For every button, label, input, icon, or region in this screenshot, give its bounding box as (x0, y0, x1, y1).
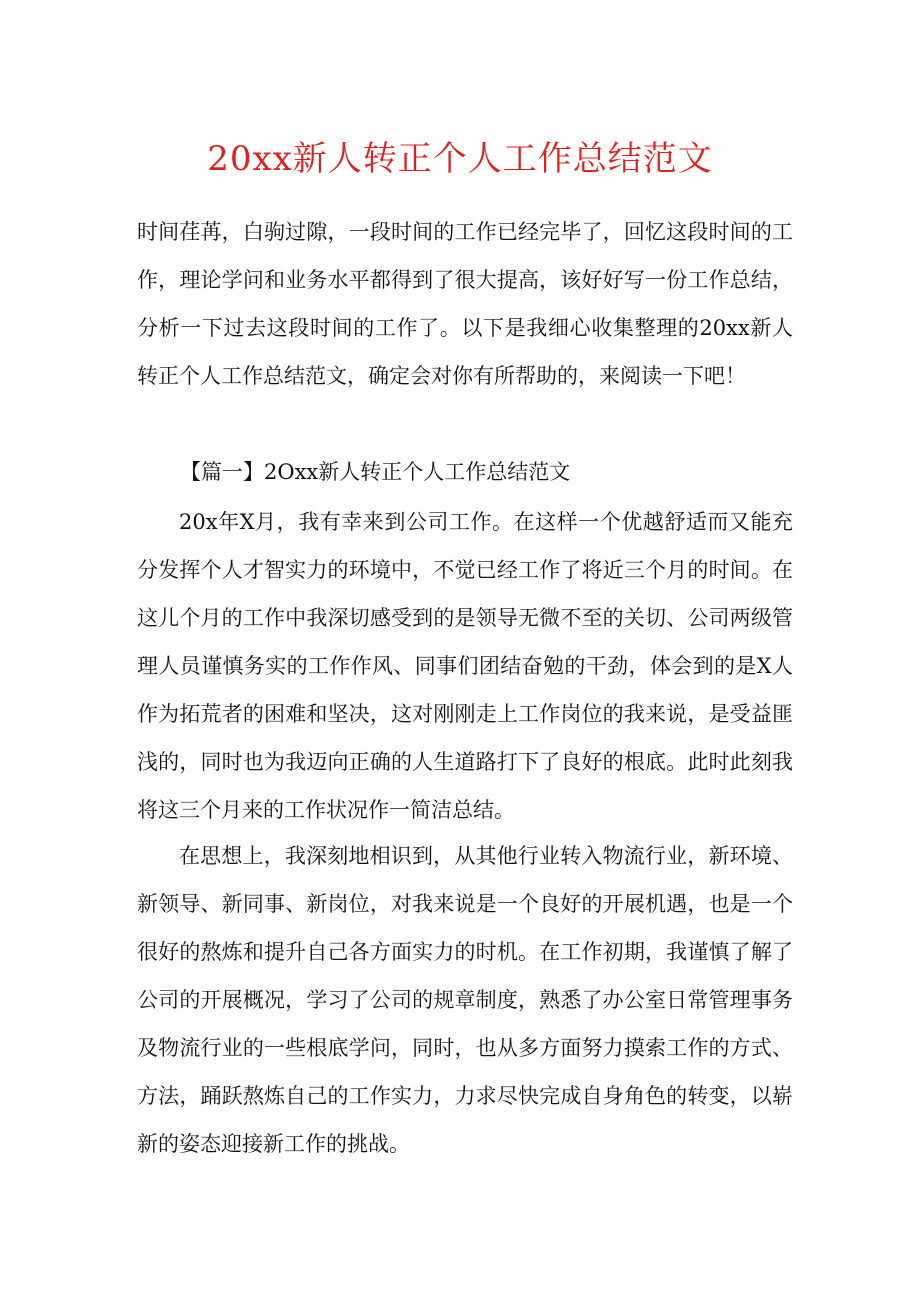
section-heading: 【篇一】2Oxx新人转正个人工作总结范文 (180, 460, 571, 484)
body-paragraph-1: 20x年X月，我有幸来到公司工作。在这样一个优越舒适而又能充分发挥个人才智实力的环境中，不觉已经工作了将近三个月的时间。在这儿个月的工作中我深切感受到的是领导无微不至的关切、公司两级管理人员谨慎务实的工作作风、同事们团结奋勉的干劲，体会到的是X人作为拓荒者的困难和坚决，这对刚刚走上工作岗位的我来说，是受益匪浅的，同时也为我迈向正确的人生道路打下了良好的根底。此时此刻我将这三个月来的工作状况作一简洁总结。 (137, 510, 793, 822)
document-title: 20xx新人转正个人工作总结范文 (207, 139, 713, 179)
body-paragraph-2: 在思想上，我深刻地相识到，从其他行业转入物流行业，新环境、新领导、新同事、新岗位，对我来说是一个良好的开展机遇，也是一个很好的熬炼和提升自己各方面实力的时机。在工作初期，我谨慎了解了公司的开展概况，学习了公司的规章制度，熟悉了办公室日常管理事务及物流行业的一些根底学问，同时，也从多方面努力摸索工作的方式、方法，踊跃熬炼自己的工作实力，力求尽快完成自身角色的转变，以崭新的姿态迎接新工作的挑战。 (137, 844, 793, 1156)
intro-paragraph: 时间荏苒，白驹过隙，一段时间的工作已经完毕了，回忆这段时间的工作，理论学问和业务水平都得到了很大提高，该好好写一份工作总结，分析一下过去这段时间的工作了。以下是我细心收集整理的20xx新人转正个人工作总结范文，确定会对你有所帮助的，来阅读一下吧！ (137, 220, 793, 388)
